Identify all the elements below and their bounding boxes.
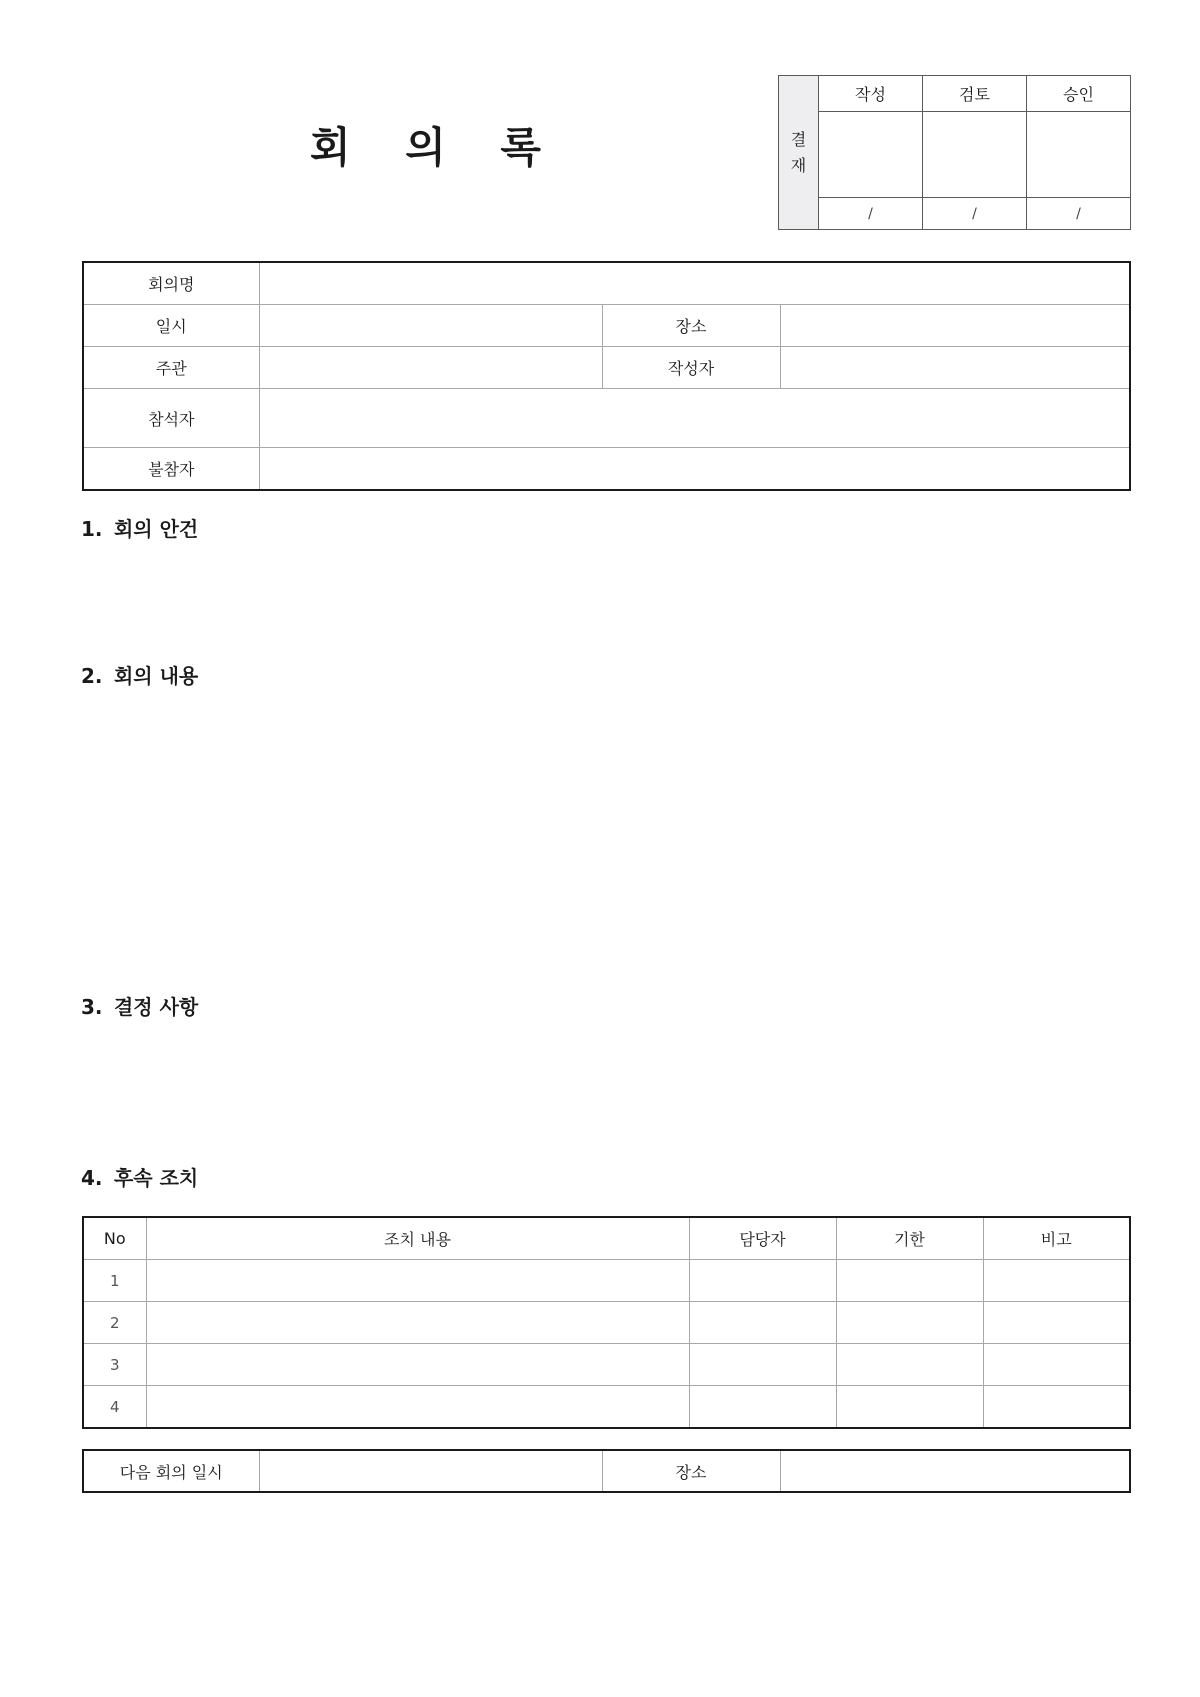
next-meeting-location-label: 장소 [602,1450,780,1492]
document-title: 회 의 록 [310,123,561,172]
absentees-field[interactable] [259,448,1130,491]
section-number: 1. [81,517,103,541]
owner-cell[interactable] [689,1386,836,1429]
next-meeting-location-field[interactable] [780,1450,1130,1492]
approval-sign-reviewer[interactable] [923,112,1027,198]
approval-date-reviewer[interactable]: / [923,198,1027,230]
approval-side-label-2: 재 [790,155,807,175]
followup-header-action: 조치 내용 [146,1217,689,1260]
section-number: 2. [81,664,103,688]
followup-table [82,1216,1131,1429]
table-row [83,1344,1130,1386]
section-number: 3. [81,995,103,1019]
next-meeting-datetime-label: 다음 회의 일시 [83,1450,259,1492]
absentees-label: 불참자 [83,448,259,491]
section-title: 결정 사항 [113,995,199,1019]
host-label: 주관 [83,347,259,389]
approval-date-approver[interactable]: / [1027,198,1131,230]
deadline-cell[interactable] [836,1386,983,1429]
row-number: 4 [83,1386,146,1429]
meeting-info-table [82,261,1131,491]
approval-box [778,75,1131,230]
deadline-cell[interactable] [836,1302,983,1344]
datetime-label: 일시 [83,305,259,347]
section-heading-content [81,660,198,689]
writer-field[interactable] [780,347,1130,389]
followup-header-note: 비고 [983,1217,1130,1260]
followup-header-deadline: 기한 [836,1217,983,1260]
approval-header-reviewer: 검토 [923,76,1027,112]
approval-header-writer: 작성 [819,76,923,112]
datetime-field[interactable] [259,305,602,347]
action-cell[interactable] [146,1386,689,1429]
action-cell[interactable] [146,1260,689,1302]
action-cell[interactable] [146,1344,689,1386]
approval-sign-approver[interactable] [1027,112,1131,198]
table-row [83,1302,1130,1344]
approval-date-writer[interactable]: / [819,198,923,230]
section-title: 회의 내용 [113,664,199,688]
approval-side-label-1: 결 [790,129,807,149]
section-heading-agenda [81,513,198,542]
row-number: 3 [83,1344,146,1386]
location-label: 장소 [602,305,780,347]
approval-header-approver: 승인 [1027,76,1131,112]
followup-header-row [83,1217,1130,1260]
followup-header-owner: 담당자 [689,1217,836,1260]
approval-sign-writer[interactable] [819,112,923,198]
writer-label: 작성자 [602,347,780,389]
note-cell[interactable] [983,1260,1130,1302]
note-cell[interactable] [983,1302,1130,1344]
note-cell[interactable] [983,1386,1130,1429]
section-title: 후속 조치 [113,1166,199,1190]
meeting-name-field[interactable] [259,262,1130,305]
section-number: 4. [81,1166,103,1190]
location-field[interactable] [780,305,1130,347]
note-cell[interactable] [983,1344,1130,1386]
section-heading-followup [81,1162,198,1191]
followup-header-no: No [83,1217,146,1260]
host-field[interactable] [259,347,602,389]
deadline-cell[interactable] [836,1260,983,1302]
next-meeting-table [82,1449,1131,1493]
owner-cell[interactable] [689,1344,836,1386]
attendees-field[interactable] [259,389,1130,448]
table-row [83,1386,1130,1429]
row-number: 1 [83,1260,146,1302]
approval-side-label [779,76,819,230]
attendees-label: 참석자 [83,389,259,448]
action-cell[interactable] [146,1302,689,1344]
section-heading-decisions [81,991,198,1020]
deadline-cell[interactable] [836,1344,983,1386]
next-meeting-datetime-field[interactable] [259,1450,602,1492]
meeting-name-label: 회의명 [83,262,259,305]
owner-cell[interactable] [689,1260,836,1302]
row-number: 2 [83,1302,146,1344]
owner-cell[interactable] [689,1302,836,1344]
section-title: 회의 안건 [113,517,199,541]
table-row [83,1260,1130,1302]
